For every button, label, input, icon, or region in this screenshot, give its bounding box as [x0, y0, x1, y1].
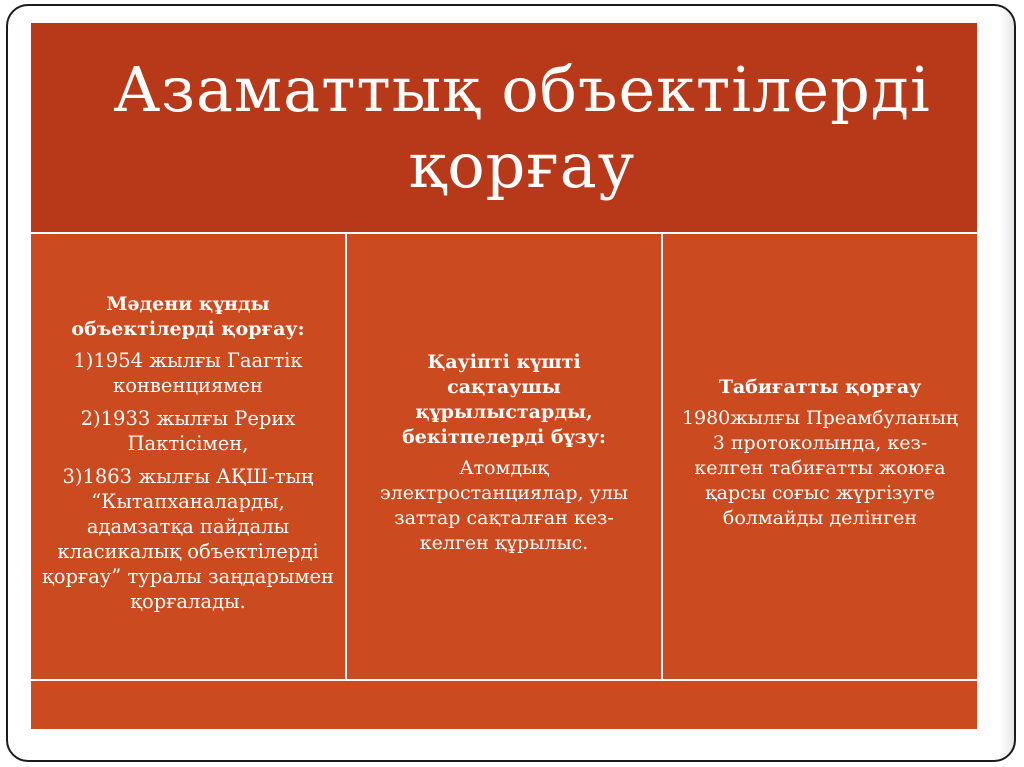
table-bottom-rule	[31, 679, 977, 681]
table-columns	[31, 234, 977, 679]
title-box	[31, 23, 977, 232]
column-paragraph: 3)1863 жылғы АҚШ-тың “Кытапханаларды, адамзатқа пайдалы класикалық объектілерді қорғау” туралы заңдарымен қорғалады.	[41, 464, 335, 613]
content-table	[31, 234, 977, 729]
column-heading: Мәдени құнды объектілерді қорғау:	[71, 292, 305, 340]
column-cultural-objects	[31, 234, 347, 679]
column-paragraph: 1980жылғы Преамбуланың 3 протоколында, кез-келген табиғатты жоюға қарсы соғыс жүргізуге болмайды делінген	[681, 406, 959, 529]
column-heading: Табиғатты қорғау	[718, 375, 922, 398]
column-nature-protection	[663, 234, 977, 679]
column-paragraph: 1)1954 жылғы Гаагтік конвенциямен	[73, 348, 303, 397]
slide-title: Азаматтық объектілерді қорғау	[113, 52, 931, 202]
column-dangerous-installations	[347, 234, 663, 679]
column-heading: Қауіпті күшті сақтаушы құрылыстарды, бекітпелерді бұзу:	[402, 350, 606, 448]
column-paragraph: Атомдық электростанциялар, улы заттар сақталған кез-келген құрылыс.	[380, 456, 628, 554]
column-paragraph: 2)1933 жылғы Рерих Пактісімен,	[80, 406, 296, 455]
slide-shadow	[1000, 8, 1014, 758]
